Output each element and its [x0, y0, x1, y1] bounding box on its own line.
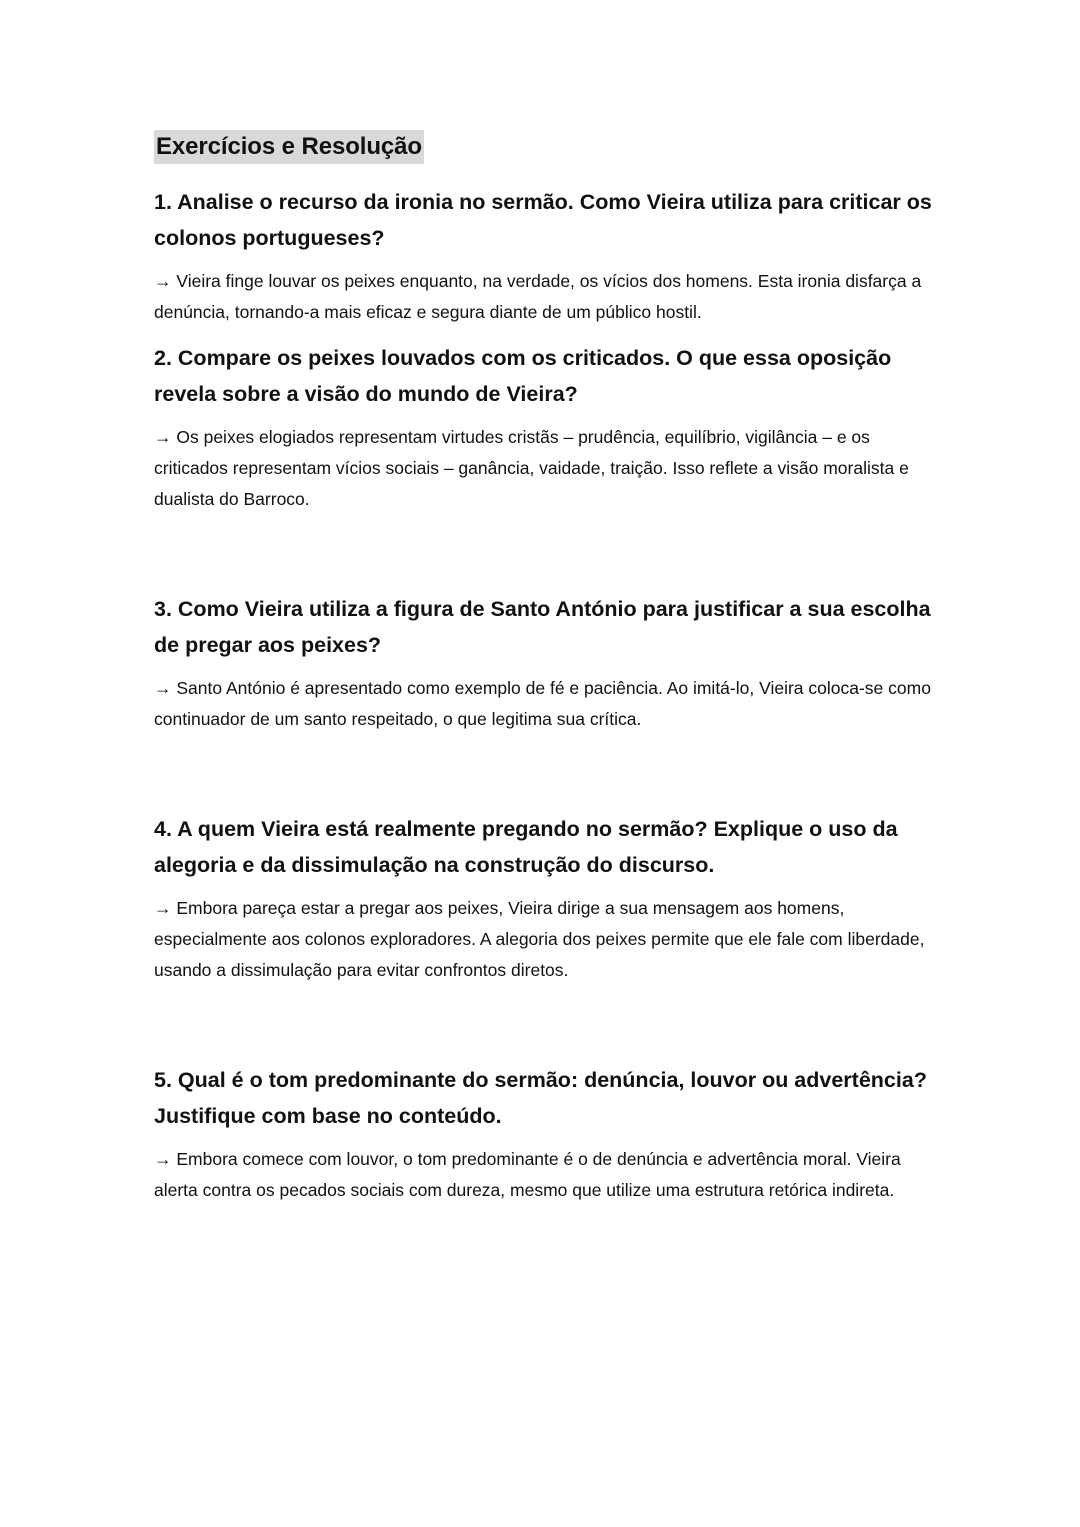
answer-2: → Os peixes elogiados representam virtudes cristãs – prudência, equilíbrio, vigilância – e os criticados representam vícios sociais – ganância, vaidade, traição. Isso reflete a visão moralista e dualista do Barroco.: [154, 427, 909, 509]
exercise-1: [154, 184, 934, 328]
exercise-5: [154, 1062, 934, 1206]
question-4: 4. A quem Vieira está realmente pregando no sermão? Explique o uso da alegoria e da dissimulação na construção do discurso.: [154, 817, 898, 877]
question-5: 5. Qual é o tom predominante do sermão: denúncia, louvor ou advertência? Justifique com base no conteúdo.: [154, 1068, 927, 1128]
question-1: 1. Analise o recurso da ironia no sermão. Como Vieira utiliza para criticar os colonos portugueses?: [154, 190, 932, 250]
question-3: 3. Como Vieira utiliza a figura de Santo António para justificar a sua escolha de pregar aos peixes?: [154, 597, 931, 657]
answer-3: → Santo António é apresentado como exemplo de fé e paciência. Ao imitá-lo, Vieira coloca-se como continuador de um santo respeitado, o que legitima sua crítica.: [154, 678, 931, 729]
document-page: [154, 130, 934, 1206]
exercise-3: [154, 591, 934, 735]
answer-5: → Embora comece com louvor, o tom predominante é o de denúncia e advertência moral. Vieira alerta contra os pecados sociais com dureza, mesmo que utilize uma estrutura retórica indireta.: [154, 1149, 901, 1200]
answer-4: → Embora pareça estar a pregar aos peixes, Vieira dirige a sua mensagem aos homens, especialmente aos colonos exploradores. A alegoria dos peixes permite que ele fale com liberdade, usando a dissimulação para evitar confrontos diretos.: [154, 898, 925, 980]
question-2: 2. Compare os peixes louvados com os criticados. O que essa oposição revela sobre a visão do mundo de Vieira?: [154, 346, 892, 406]
answer-1: → Vieira finge louvar os peixes enquanto, na verdade, os vícios dos homens. Esta ironia disfarça a denúncia, tornando-a mais eficaz e segura diante de um público hostil.: [154, 271, 922, 322]
page-heading: Exercícios e Resolução: [154, 130, 424, 164]
exercise-2: [154, 340, 934, 515]
exercise-4: [154, 811, 934, 986]
